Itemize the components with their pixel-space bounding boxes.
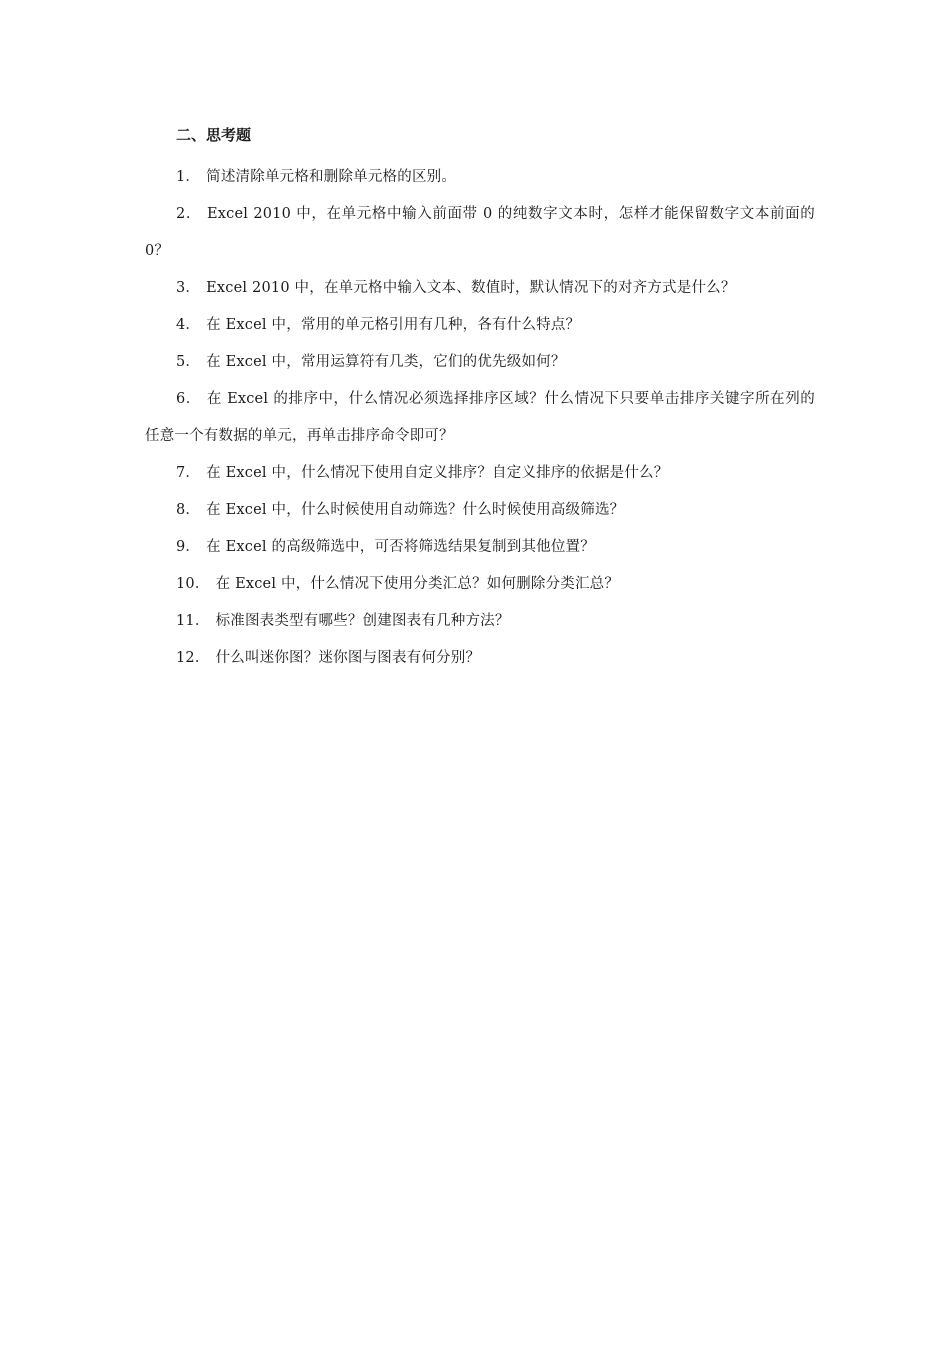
question-item [145, 381, 815, 455]
question-item [145, 270, 815, 307]
question-item [145, 529, 815, 566]
question-list [145, 159, 815, 677]
question-item [145, 344, 815, 381]
document-content [145, 122, 815, 677]
question-text: 在 Excel 的排序中，什么情况必须选择排序区域？什么情况下只要单击排序关键字所在列的任意一个有数据的单元，再单击排序命令即可？ [145, 391, 815, 444]
question-number: 3． [176, 280, 201, 296]
question-number: 12． [176, 650, 210, 666]
question-number: 4． [176, 317, 201, 333]
question-text: 在 Excel 中，什么情况下使用自定义排序？自定义排序的依据是什么？ [206, 465, 669, 481]
section-heading: 二、思考题 [176, 126, 252, 144]
question-item [145, 307, 815, 344]
question-number: 10． [176, 576, 210, 592]
question-number: 7． [176, 465, 201, 481]
question-text: 在 Excel 中，什么时候使用自动筛选？什么时候使用高级筛选？ [206, 502, 625, 518]
question-text: 什么叫迷你图？迷你图与图表有何分别？ [215, 650, 481, 666]
question-number: 9． [176, 539, 201, 555]
question-item [145, 455, 815, 492]
question-item [145, 566, 815, 603]
question-text: 在 Excel 中，什么情况下使用分类汇总？如何删除分类汇总？ [215, 576, 620, 592]
question-text: 在 Excel 的高级筛选中，可否将筛选结果复制到其他位置？ [206, 539, 595, 555]
question-text: 在 Excel 中，常用的单元格引用有几种，各有什么特点？ [206, 317, 581, 333]
question-number: 8． [176, 502, 201, 518]
question-text: Excel 2010 中，在单元格中输入文本、数值时，默认情况下的对齐方式是什么？ [206, 280, 736, 296]
question-text: 在 Excel 中，常用运算符有几类，它们的优先级如何？ [206, 354, 566, 370]
question-number: 6． [176, 391, 201, 407]
question-number: 2． [176, 206, 201, 222]
question-number: 1． [176, 169, 201, 185]
question-text: 标准图表类型有哪些？创建图表有几种方法？ [215, 613, 510, 629]
question-item [145, 196, 815, 270]
question-item [145, 640, 815, 677]
question-text: 简述清除单元格和删除单元格的区别。 [206, 169, 457, 185]
question-number: 5． [176, 354, 201, 370]
question-text: Excel 2010 中，在单元格中输入前面带 0 的纯数字文本时，怎样才能保留数字文本前面的 0？ [145, 206, 815, 259]
question-number: 11． [176, 613, 210, 629]
question-item [145, 159, 815, 196]
question-item [145, 492, 815, 529]
question-item [145, 603, 815, 640]
